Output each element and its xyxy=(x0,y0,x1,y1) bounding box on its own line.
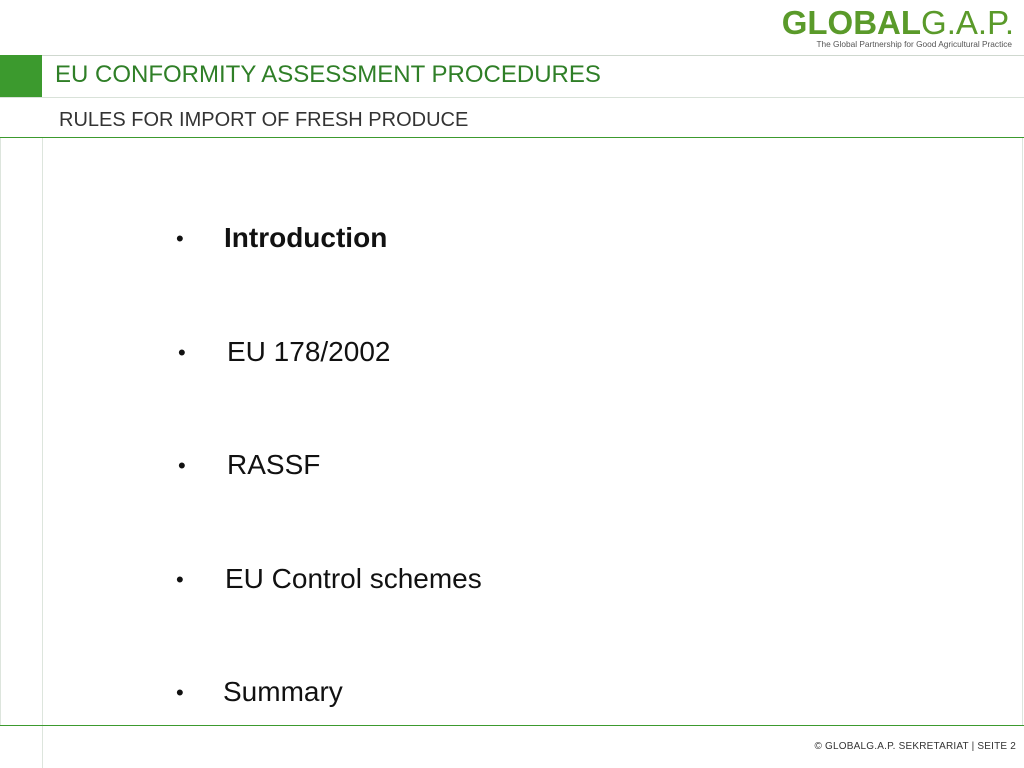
agenda-item-rassf: RASSF xyxy=(227,449,321,480)
logo-brand-light: G.A.P. xyxy=(921,4,1014,41)
footer-copyright: © GLOBALG.A.P. SEKRETARIAT | SEITE 2 xyxy=(814,741,1016,752)
footer-divider xyxy=(0,725,1024,726)
agenda-item-introduction: Introduction xyxy=(224,222,388,253)
page-title: EU CONFORMITY ASSESSMENT PROCEDURES xyxy=(55,61,601,88)
bullet-icon: • xyxy=(178,453,186,478)
agenda-item-eu-control-schemes: EU Control schemes xyxy=(225,563,482,594)
bullet-icon: • xyxy=(176,680,184,705)
bullet-icon: • xyxy=(176,226,184,251)
bullet-icon: • xyxy=(178,340,186,365)
logo-tagline: The Global Partnership for Good Agricultural Practice xyxy=(816,39,1012,49)
page-subtitle: RULES FOR IMPORT OF FRESH PRODUCE xyxy=(59,109,469,131)
logo-brand-bold: GLOBAL xyxy=(781,4,922,41)
agenda-item-summary: Summary xyxy=(223,676,343,707)
bullet-icon: • xyxy=(176,567,184,592)
agenda-item-eu-178-2002: EU 178/2002 xyxy=(227,336,391,367)
